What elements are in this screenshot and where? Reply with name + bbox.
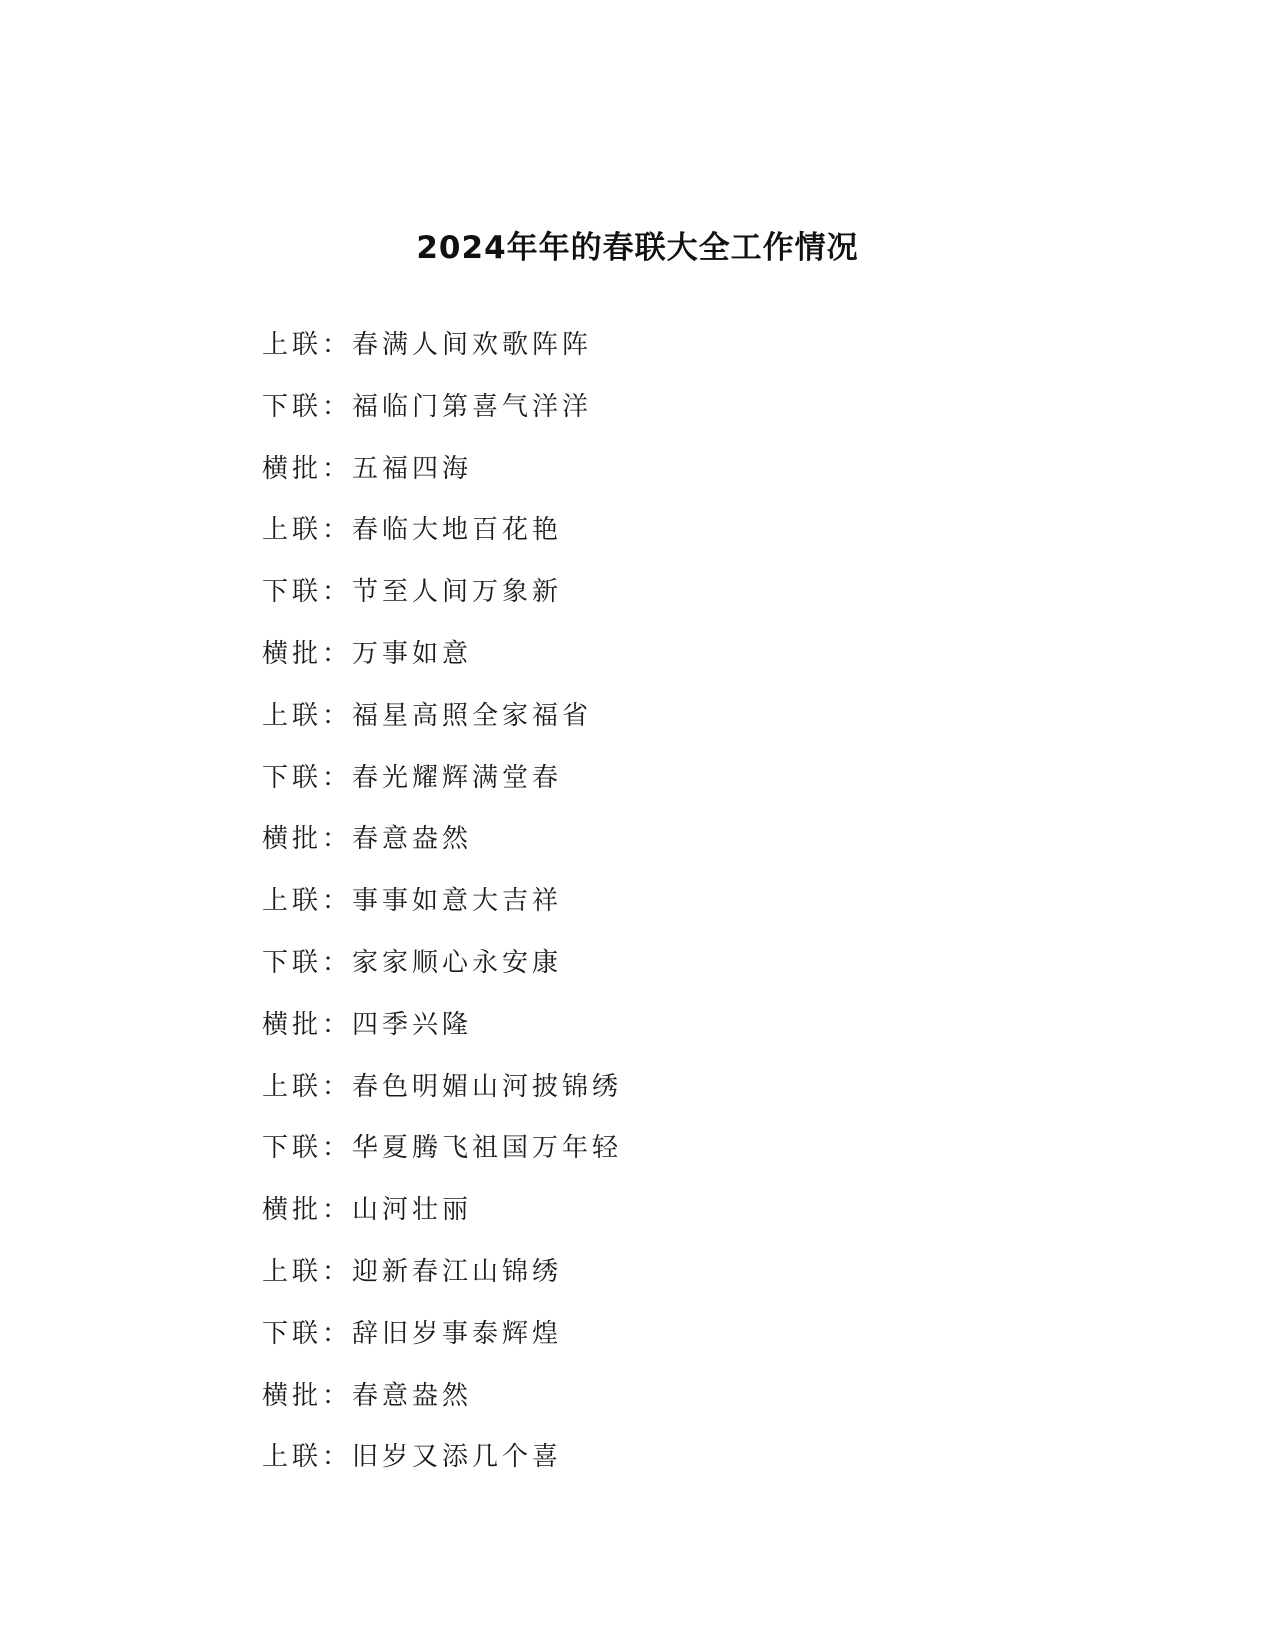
line-text: 福临门第喜气洋洋	[352, 391, 593, 422]
line-label: 横批	[262, 453, 323, 484]
line-label: 上联	[262, 330, 323, 360]
line-text: 旧岁又添几个喜	[352, 1442, 563, 1473]
line-label: 上联	[262, 700, 323, 731]
couplet-line	[262, 944, 622, 1006]
line-label: 下联	[262, 947, 323, 978]
couplet-line	[262, 635, 622, 697]
couplet-line	[262, 511, 622, 573]
couplet-line	[262, 1377, 622, 1439]
line-text: 山河壮丽	[352, 1195, 473, 1226]
line-separator: ：	[322, 1256, 353, 1287]
line-separator: ：	[322, 762, 353, 793]
couplet-line	[262, 326, 622, 388]
line-label: 下联	[262, 762, 323, 793]
line-text: 事事如意大吉祥	[352, 886, 563, 917]
couplet-line	[262, 1191, 622, 1253]
line-text: 春临大地百花艳	[352, 515, 563, 546]
line-separator: ：	[322, 947, 353, 978]
line-label: 下联	[262, 577, 323, 608]
couplet-line	[262, 697, 622, 759]
line-text: 春色明媚山河披锦绣	[352, 1071, 623, 1102]
line-text: 春光耀辉满堂春	[352, 762, 563, 793]
line-separator: ：	[322, 1318, 353, 1349]
line-separator: ：	[322, 1009, 353, 1040]
line-separator: ：	[322, 1442, 353, 1473]
line-label: 上联	[262, 515, 323, 546]
line-separator: ：	[322, 453, 353, 484]
couplet-line	[262, 388, 622, 450]
line-separator: ：	[322, 515, 353, 546]
line-label: 上联	[262, 1256, 323, 1287]
line-label: 横批	[262, 1009, 323, 1040]
couplet-line	[262, 573, 622, 635]
couplet-line	[262, 1253, 622, 1315]
line-label: 下联	[262, 1133, 323, 1164]
line-separator: ：	[322, 330, 353, 360]
line-separator: ：	[322, 638, 353, 669]
line-separator: ：	[322, 1380, 353, 1411]
line-separator: ：	[322, 886, 353, 917]
line-text: 五福四海	[352, 453, 473, 484]
couplet-line	[262, 820, 622, 882]
line-separator: ：	[322, 577, 353, 608]
line-text: 迎新春江山锦绣	[352, 1256, 563, 1287]
line-text: 节至人间万象新	[352, 577, 563, 608]
couplet-line	[262, 450, 622, 512]
line-text: 福星高照全家福省	[352, 700, 593, 731]
line-separator: ：	[322, 1071, 353, 1102]
line-text: 家家顺心永安康	[352, 947, 563, 978]
couplet-line	[262, 1006, 622, 1068]
line-text: 春满人间欢歌阵阵	[352, 330, 593, 360]
line-label: 上联	[262, 1442, 323, 1473]
line-separator: ：	[322, 1133, 353, 1164]
line-label: 横批	[262, 638, 323, 669]
line-separator: ：	[322, 700, 353, 731]
line-label: 横批	[262, 1195, 323, 1226]
line-label: 下联	[262, 1318, 323, 1349]
couplet-line	[262, 1068, 622, 1130]
couplet-line	[262, 759, 622, 821]
line-label: 横批	[262, 824, 323, 855]
line-label: 横批	[262, 1380, 323, 1411]
line-separator: ：	[322, 391, 353, 422]
line-text: 四季兴隆	[352, 1009, 473, 1040]
couplet-line	[262, 1315, 622, 1377]
couplet-line	[262, 1438, 622, 1500]
page-title: 2024年年的春联大全工作情况	[416, 229, 859, 266]
line-separator: ：	[322, 1195, 353, 1226]
line-text: 春意盎然	[352, 1380, 473, 1411]
couplet-line	[262, 882, 622, 944]
couplet-list	[262, 326, 622, 1500]
line-text: 万事如意	[352, 638, 473, 669]
line-text: 春意盎然	[352, 824, 473, 855]
line-label: 上联	[262, 1071, 323, 1102]
couplet-line	[262, 1129, 622, 1191]
line-text: 辞旧岁事泰辉煌	[352, 1318, 563, 1349]
line-separator: ：	[322, 824, 353, 855]
line-text: 华夏腾飞祖国万年轻	[352, 1133, 623, 1164]
line-label: 下联	[262, 391, 323, 422]
line-label: 上联	[262, 886, 323, 917]
